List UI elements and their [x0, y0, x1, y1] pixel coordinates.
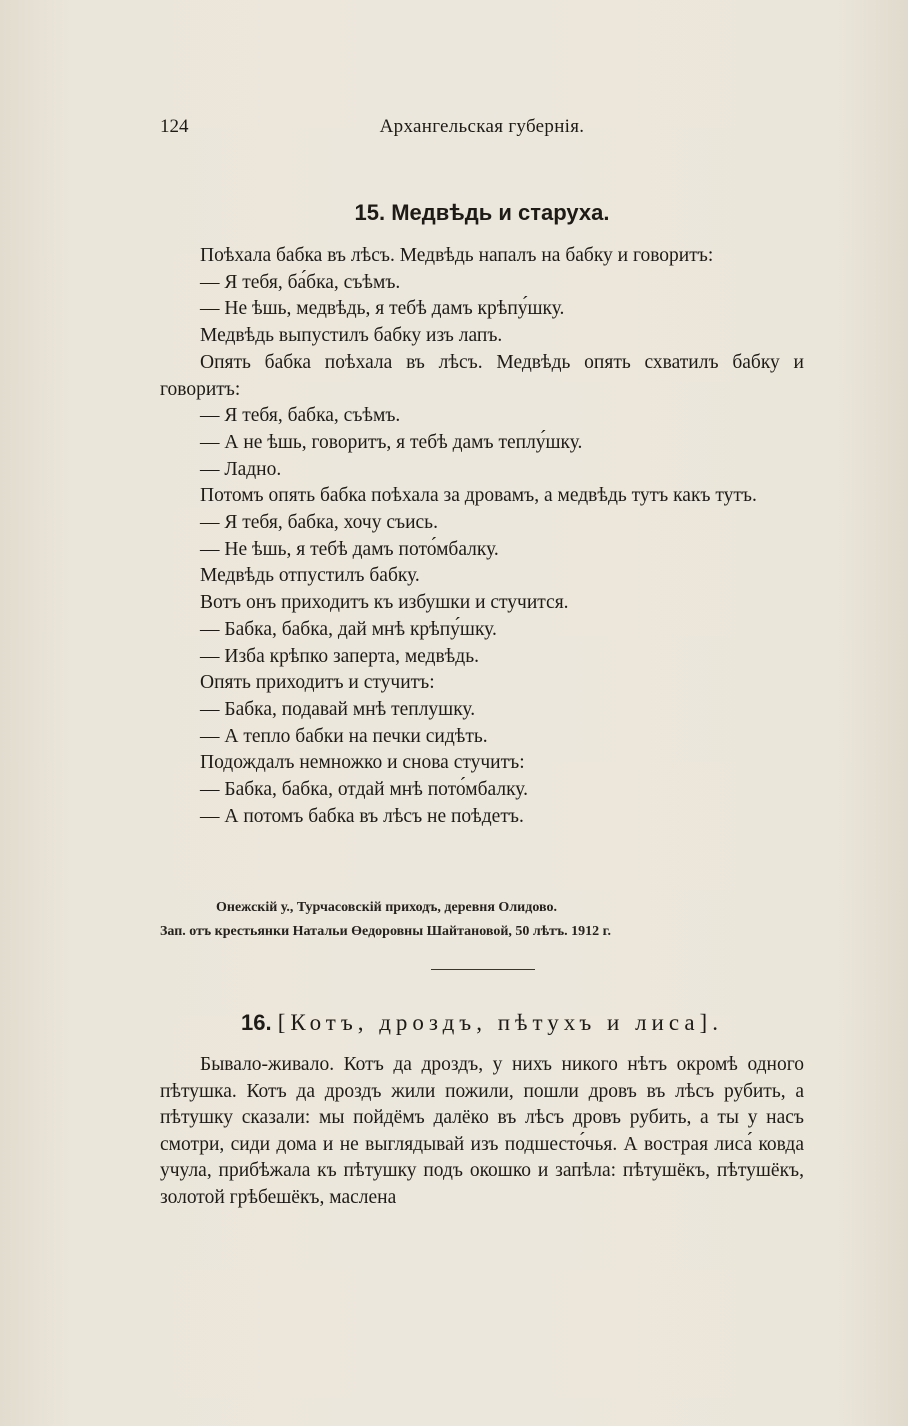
- running-head: [160, 116, 804, 140]
- page-number: 124: [160, 116, 189, 137]
- story-15-line-12: Вотъ онъ приходитъ къ избушки и стучится.: [200, 592, 569, 614]
- story-15-text: [160, 243, 804, 830]
- story-15-line-19: — Бабка, бабка, отдай мнѣ пото́мбалку.: [200, 779, 528, 801]
- story-15-line-9: — Я тебя, бабка, хочу съись.: [200, 512, 438, 534]
- story-15-line-18: Подождалъ немножко и снова стучитъ:: [200, 752, 525, 774]
- story-15-title: 15. Медвѣдь и старуха.: [354, 200, 610, 225]
- story-15-line-13: — Бабка, бабка, дай мнѣ крѣпу́шку.: [200, 618, 497, 640]
- story-15-line-11: Медвѣдь отпустилъ бабку.: [200, 565, 420, 587]
- story-16-paragraph: Бывало-живало. Котъ да дроздъ, у нихъ никого нѣтъ окромѣ одного пѣтушка. Котъ да дроздъ жили пожили, пошли дровъ въ лѣсъ рубить, а пѣтушку сказали: мы пойдёмъ далёко въ лѣсъ дровъ рубить, а ты у насъ смотри, сиди дома и не выглядывай изъ подшесто́чья. А вострая лиса́ ковда учула, прибѣжала къ пѣтушку подъ окошко и запѣла: пѣтушёкъ, пѣтушёкъ, золотой грѣбешёкъ, маслена: [160, 1054, 804, 1208]
- story-15-line-2: — Не ѣшь, медвѣдь, я тебѣ дамъ крѣпу́шку.: [200, 298, 565, 320]
- story-15-line-8: Потомъ опять бабка поѣхала за дровамъ, а медвѣдь тутъ какъ тутъ.: [200, 485, 757, 507]
- story-15-line-15: Опять приходитъ и стучитъ:: [200, 672, 435, 694]
- story-15-line-3: Медвѣдь выпустилъ бабку изъ лапъ.: [200, 325, 503, 347]
- source-note-place: Онежскій у., Турчасовскій приходъ, деревня Олидово.: [216, 900, 557, 915]
- running-title: Архангельская губернія.: [379, 116, 585, 137]
- story-15-line-5: — Я тебя, бабка, съѣмъ.: [200, 405, 401, 427]
- section-divider: [431, 969, 535, 970]
- source-note-recorder: Зап. отъ крестьянки Натальи Өедоровны Шайтановой, 50 лѣтъ. 1912 г.: [160, 924, 611, 939]
- story-15-line-0: Поѣхала бабка въ лѣсъ. Медвѣдь напалъ на бабку и говоритъ:: [200, 245, 714, 266]
- story-16-number: 16.: [241, 1010, 272, 1035]
- story-15-line-14: — Изба крѣпко заперта, медвѣдь.: [200, 645, 479, 667]
- story-15-line-20: — А потомъ бабка въ лѣсъ не поѣдетъ.: [200, 805, 524, 827]
- story-16-title-text: [Котъ, дроздъ, пѣтухъ и лиса].: [277, 1010, 723, 1035]
- story-15-line-1: — Я тебя, ба́бка, съѣмъ.: [200, 271, 401, 293]
- story-15-line-10: — Не ѣшь, я тебѣ дамъ пото́мбалку.: [200, 538, 499, 560]
- story-15-line-7: — Ладно.: [200, 458, 282, 480]
- story-16-text: [160, 1052, 804, 1211]
- story-15-line-4: Опять бабка поѣхала въ лѣсъ. Медвѣдь опять схватилъ бабку и говоритъ:: [160, 351, 804, 400]
- story-15-line-6: — А не ѣшь, говоритъ, я тебѣ дамъ теплу́шку.: [200, 431, 583, 453]
- story-16-title: [160, 1010, 804, 1036]
- story-15-line-16: — Бабка, подавай мнѣ теплушку.: [200, 698, 476, 720]
- story-15-line-17: — А тепло бабки на печки сидѣть.: [200, 725, 488, 747]
